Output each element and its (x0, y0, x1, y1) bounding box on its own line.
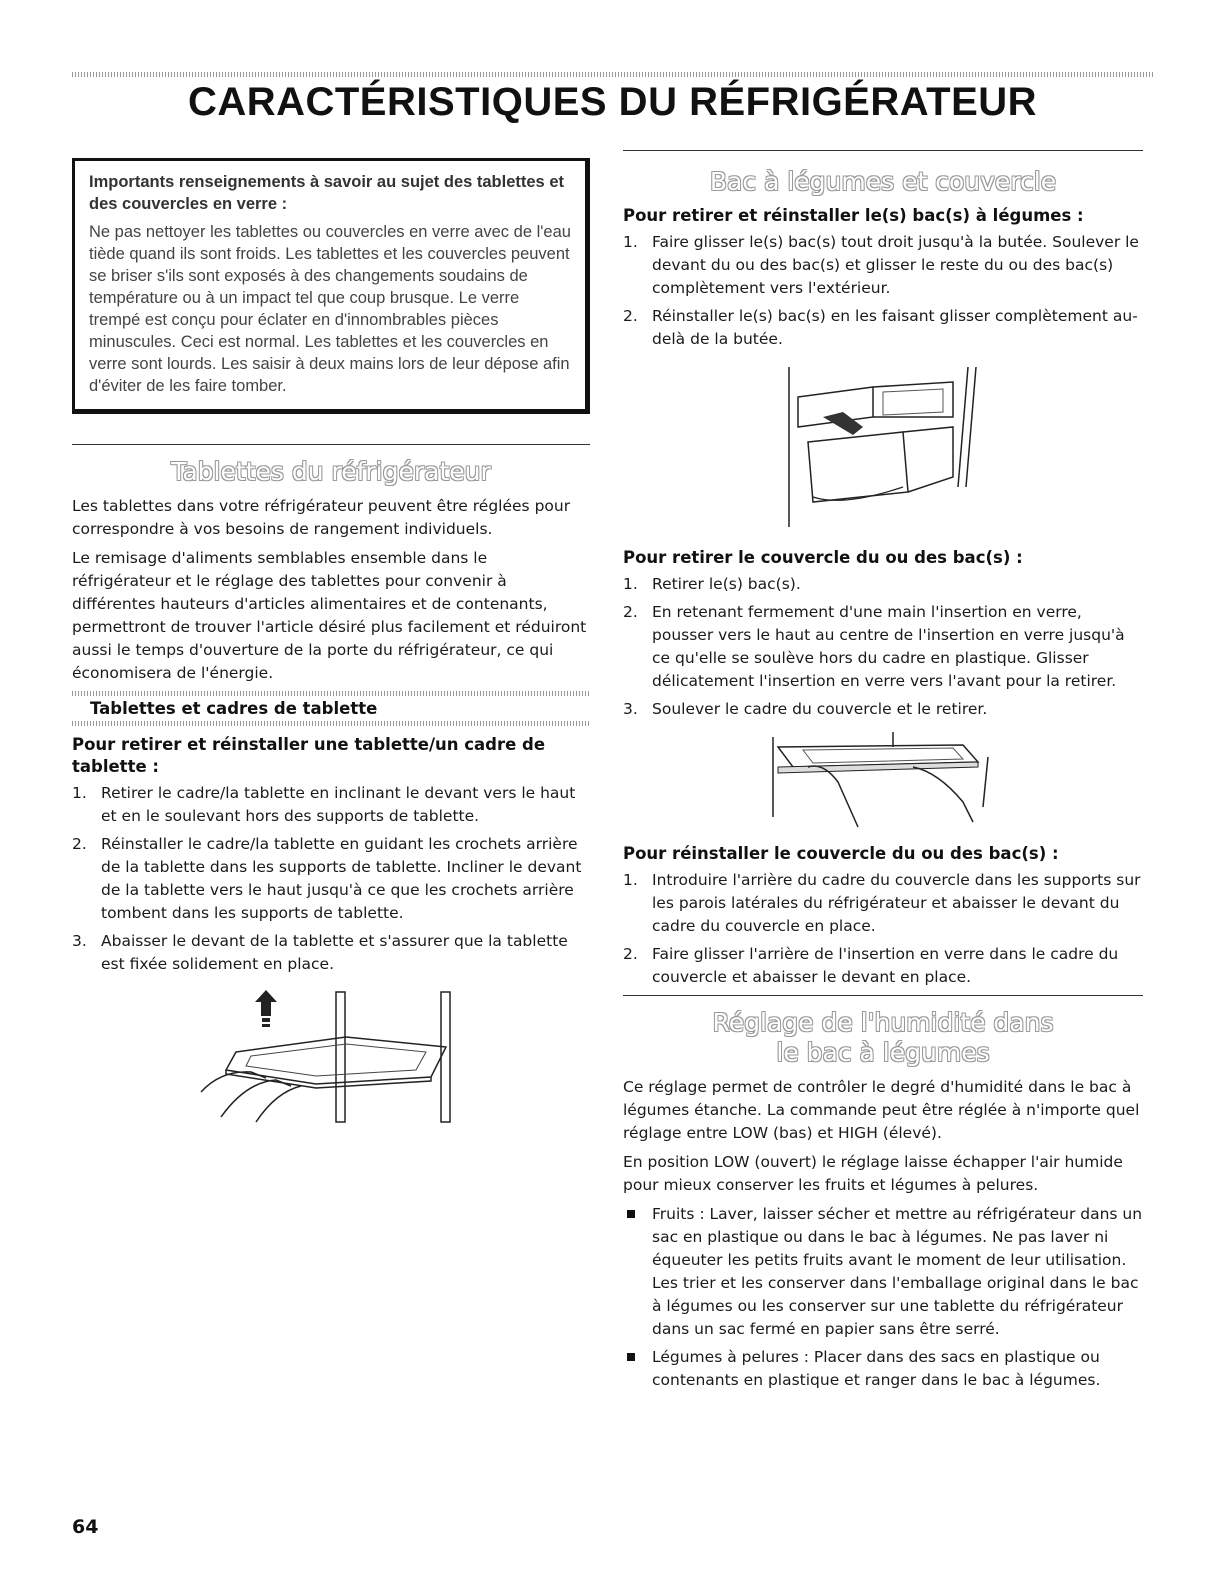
cover-remove-steps (623, 573, 1143, 721)
humidity-bullets (623, 1203, 1143, 1392)
section-rule (623, 150, 1143, 151)
humidity-paragraph-2: En position LOW (ouvert) le réglage laisse échapper l'air humide pour mieux conserver les fruits et légumes à pelures. (623, 1153, 1123, 1194)
shelf-steps (72, 782, 590, 976)
step-number: 1. (623, 233, 638, 251)
section-rule (623, 995, 1143, 996)
cover-install-heading: Pour réinstaller le couvercle du ou des bac(s) : (623, 844, 1059, 863)
page-title: CARACTÉRISTIQUES DU RÉFRIGÉRATEUR (187, 80, 1038, 124)
step-text: Retirer le cadre/la tablette en inclinant le devant vers le haut et en le soulevant hors des supports de tablette. (101, 784, 576, 825)
right-column (623, 150, 1143, 1398)
warning-body: Ne pas nettoyer les tablettes ou couvercles en verre avec de l'eau tiède quand ils sont froids. Les tablettes et les couvercles peuvent se briser s'ils sont exposés à des changements soudains de température ou à un impact tel que coup brusque. Le verre trempé est conçu pour éclater en d'innombrables pièces minuscules. Ceci est normal. Les tablettes et les couvercles en verre sont lourds. Les saisir à deux mains lors de leur dépose afin d'éviter de les faire tomber. (89, 223, 571, 395)
list-item (623, 601, 1143, 693)
list-item (623, 231, 1143, 300)
shelves-subsection (72, 691, 590, 726)
bullet-text: Légumes à pelures : Placer dans des sacs en plastique ou contenants en plastique et ranger dans le bac à légumes. (652, 1348, 1101, 1389)
step-text: Abaisser le devant de la tablette et s'assurer que la tablette est fixée solidement en place. (101, 932, 568, 973)
shelves-section-title: Tablettes du réfrigérateur (171, 457, 491, 486)
list-item (623, 698, 1143, 721)
crisper-remove-heading: Pour retirer et réinstaller le(s) bac(s) à légumes : (623, 206, 1084, 225)
list-item (623, 869, 1143, 938)
list-item (623, 573, 1143, 596)
crisper-drawer-illustration (783, 357, 983, 537)
list-item (623, 305, 1143, 351)
shelves-subsection-title: Tablettes et cadres de tablette (90, 699, 378, 718)
crisper-steps (623, 231, 1143, 351)
step-text: Faire glisser le(s) bac(s) tout droit jusqu'à la butée. Soulever le devant du ou des bac(s) et glisser le reste du ou des bac(s) complètement vers l'extérieur. (652, 233, 1139, 297)
list-item (623, 943, 1143, 989)
step-number: 2. (623, 307, 638, 325)
shelves-paragraph-1: Les tablettes dans votre réfrigérateur peuvent être réglées pour correspondre à vos besoins de rangement individuels. (72, 497, 571, 538)
step-number: 2. (623, 945, 638, 963)
humidity-paragraph-1: Ce réglage permet de contrôler le degré d'humidité dans le bac à légumes étanche. La commande peut être réglée à n'importe quel réglage entre LOW (bas) et HIGH (élevé). (623, 1078, 1140, 1142)
list-item (623, 1346, 1143, 1392)
cover-install-steps (623, 869, 1143, 989)
list-item (72, 833, 590, 925)
humidity-section-title-line2: le bac à légumes (776, 1038, 990, 1067)
step-number: 3. (72, 932, 87, 950)
warning-heading: Importants renseignements à savoir au sujet des tablettes et des couvercles en verre : (89, 173, 564, 213)
step-number: 2. (623, 603, 638, 621)
subsection-rule (72, 721, 590, 726)
subsection-rule (72, 691, 590, 696)
step-text: Retirer le(s) bac(s). (652, 575, 801, 593)
step-number: 3. (623, 700, 638, 718)
list-item (72, 782, 590, 828)
step-text: Réinstaller le(s) bac(s) en les faisant glisser complètement au-delà de la butée. (652, 307, 1138, 348)
step-text: Introduire l'arrière du cadre du couvercle dans les supports sur les parois latérales du réfrigérateur et abaisser le devant du cadre du couvercle en place. (652, 871, 1141, 935)
cover-remove-heading: Pour retirer le couvercle du ou des bac(s) : (623, 548, 1023, 567)
shelf-illustration (196, 982, 466, 1132)
section-rule (72, 444, 590, 445)
step-number: 1. (623, 871, 638, 889)
top-rule (72, 72, 1153, 77)
crisper-cover-illustration (763, 727, 1003, 837)
shelves-paragraph-2: Le remisage d'aliments semblables ensemble dans le réfrigérateur et le réglage des tablettes pour convenir à différentes hauteurs d'articles alimentaires et de contenants, permettront de trouver l'article désiré plus facilement et réduiront aussi le temps d'ouverture de la porte du réfrigérateur, ce qui économisera de l'énergie. (72, 549, 587, 682)
step-text: Faire glisser l'arrière de l'insertion en verre dans le cadre du couvercle et abaisser le devant en place. (652, 945, 1119, 986)
step-text: En retenant fermement d'une main l'insertion en verre, pousser vers le haut au centre de l'insertion en verre jusqu'à ce qu'elle se soulève hors du cadre en plastique. Glisser délicatement l'insertion en verre vers l'avant pour la retirer. (652, 603, 1125, 690)
left-column (72, 150, 590, 1138)
list-item (72, 930, 590, 976)
bullet-square-icon (627, 1353, 635, 1361)
step-text: Soulever le cadre du couvercle et le retirer. (652, 700, 988, 718)
shelf-remove-heading: Pour retirer et réinstaller une tablette/un cadre de tablette : (72, 735, 546, 776)
page-number: 64 (72, 1516, 99, 1538)
step-text: Réinstaller le cadre/la tablette en guidant les crochets arrière de la tablette dans les supports de tablette. Incliner le devant de la tablette vers le haut jusqu'à ce que les crochets arrière tombent dans les supports de tablette. (101, 835, 582, 922)
warning-box (72, 158, 590, 414)
crisper-section-title: Bac à légumes et couvercle (709, 167, 1057, 196)
list-item (623, 1203, 1143, 1341)
step-number: 2. (72, 835, 87, 853)
step-number: 1. (72, 784, 87, 802)
humidity-section-title-line1: Réglage de l'humidité dans (712, 1008, 1054, 1037)
step-number: 1. (623, 575, 638, 593)
bullet-text: Fruits : Laver, laisser sécher et mettre au réfrigérateur dans un sac en plastique ou dans le bac à légumes. Ne pas laver ni équeuter les petits fruits avant le moment de leur utilisation. Les trier et les conserver dans l'emballage original dans le bac à légumes ou les conserver sur une tablette du réfrigérateur dans un sac fermé en papier sans être serré. (652, 1205, 1143, 1338)
bullet-square-icon (627, 1210, 635, 1218)
